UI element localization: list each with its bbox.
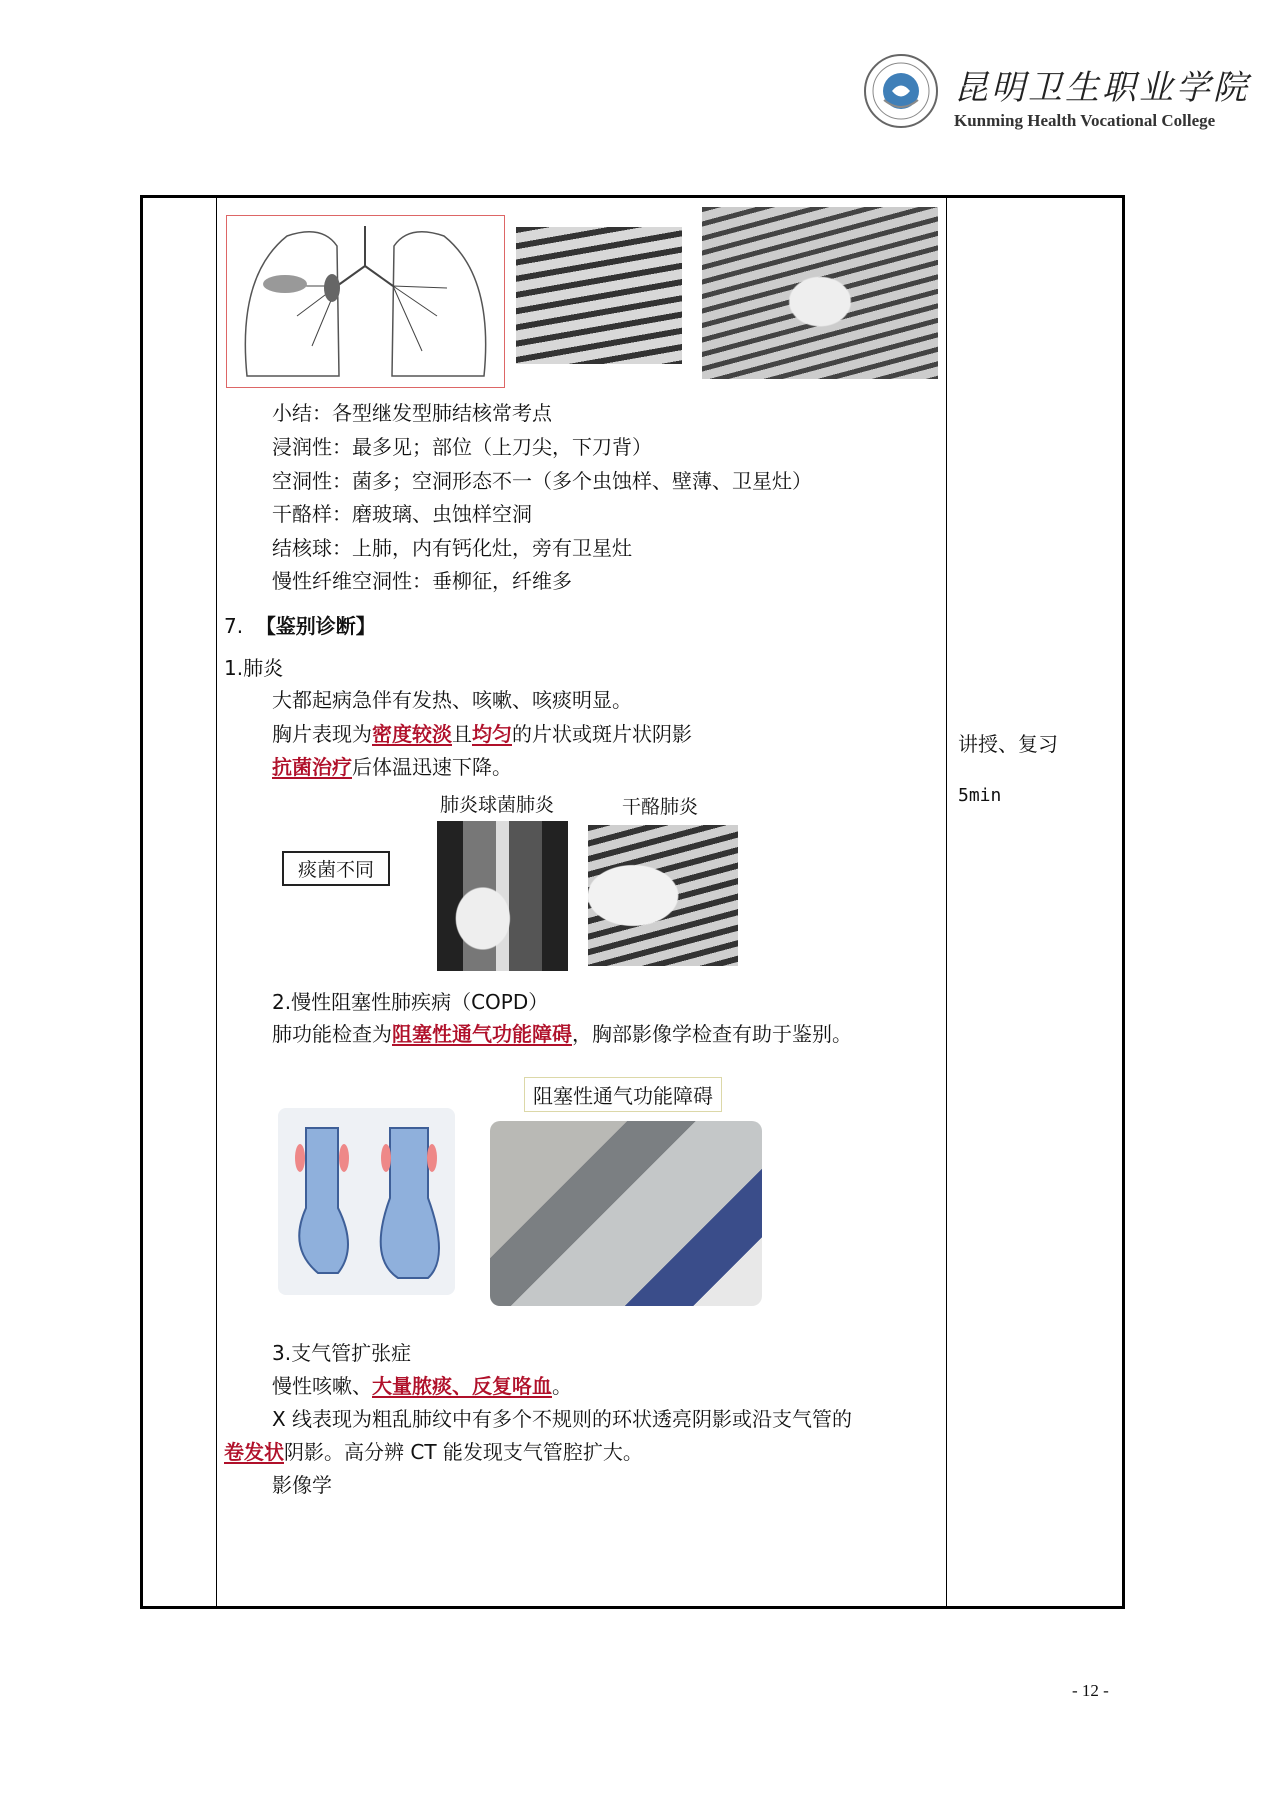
chest-xray-image-1 <box>516 227 682 364</box>
lung-diagram-image <box>226 215 505 388</box>
college-name-en: Kunming Health Vocational College <box>954 111 1216 130</box>
chest-xray-image-2 <box>702 207 938 379</box>
summary-item: 慢性纤维空洞性：垂柳征，纤维多 <box>272 569 572 593</box>
teaching-method: 讲授、复习 <box>958 732 1058 756</box>
college-name-cn: 昆明卫生职业学院 <box>954 68 1250 108</box>
copd-heading: 2.慢性阻塞性肺疾病（COPD） <box>272 990 549 1014</box>
column-divider-right <box>946 198 947 1606</box>
teaching-duration: 5min <box>958 785 1002 806</box>
photo-caption: 阻塞性通气功能障碍 <box>524 1077 722 1112</box>
section-title: 【鉴别诊断】 <box>255 614 376 638</box>
bronchiectasis-line: 卷发状阴影。高分辨 CT 能发现支气管腔扩大。 <box>224 1440 643 1464</box>
xray-caption-right: 干酪肺炎 <box>622 796 699 818</box>
highlight-term: 卷发状 <box>224 1440 284 1464</box>
column-divider-left <box>216 198 217 1606</box>
summary-item: 结核球：上肺，内有钙化灶，旁有卫星灶 <box>272 536 632 560</box>
college-logo <box>862 52 1250 138</box>
bronchiectasis-line: 影像学 <box>272 1473 332 1497</box>
airway-diagram-image <box>278 1108 455 1295</box>
section-number: 7. <box>224 614 244 638</box>
highlight-term: 大量脓痰、反复咯血 <box>372 1374 552 1398</box>
section-heading <box>224 616 376 636</box>
pneumonia-line: 抗菌治疗后体温迅速下降。 <box>272 755 512 779</box>
caseous-pneumonia-xray <box>588 825 738 966</box>
bronchiectasis-heading: 3.支气管扩张症 <box>272 1341 412 1365</box>
highlight-term: 均匀 <box>472 722 512 746</box>
page-number: - 12 - <box>1072 1681 1109 1700</box>
summary-item: 浸润性：最多见；部位（上刀尖，下刀背） <box>272 435 652 459</box>
summary-title: 小结：各型继发型肺结核常考点 <box>272 401 552 425</box>
highlight-term: 抗菌治疗 <box>272 755 352 779</box>
college-seal-icon <box>862 52 940 130</box>
pneumonia-line: 大都起病急伴有发热、咳嗽、咳痰明显。 <box>272 688 632 712</box>
pneumonia-line: 胸片表现为密度较淡且均匀的片状或斑片状阴影 <box>272 722 692 746</box>
highlight-term: 阻塞性通气功能障碍 <box>392 1022 572 1046</box>
summary-item: 空洞性：菌多；空洞形态不一（多个虫蚀样、壁薄、卫星灶） <box>272 469 812 493</box>
pneumococcal-pneumonia-xray <box>437 821 568 971</box>
pneumonia-heading: 1.肺炎 <box>224 656 284 680</box>
lung-function-test-photo <box>490 1121 762 1306</box>
xray-caption-left: 肺炎球菌肺炎 <box>440 794 555 816</box>
sputum-label-box: 痰菌不同 <box>282 851 390 886</box>
bronchiectasis-line: 慢性咳嗽、大量脓痰、反复咯血。 <box>272 1374 572 1398</box>
summary-item: 干酪样：磨玻璃、虫蚀样空洞 <box>272 502 532 526</box>
highlight-term: 密度较淡 <box>372 722 452 746</box>
bronchiectasis-line: X 线表现为粗乱肺纹中有多个不规则的环状透亮阴影或沿支气管的 <box>272 1407 853 1431</box>
copd-line: 肺功能检查为阻塞性通气功能障碍，胸部影像学检查有助于鉴别。 <box>272 1022 852 1046</box>
